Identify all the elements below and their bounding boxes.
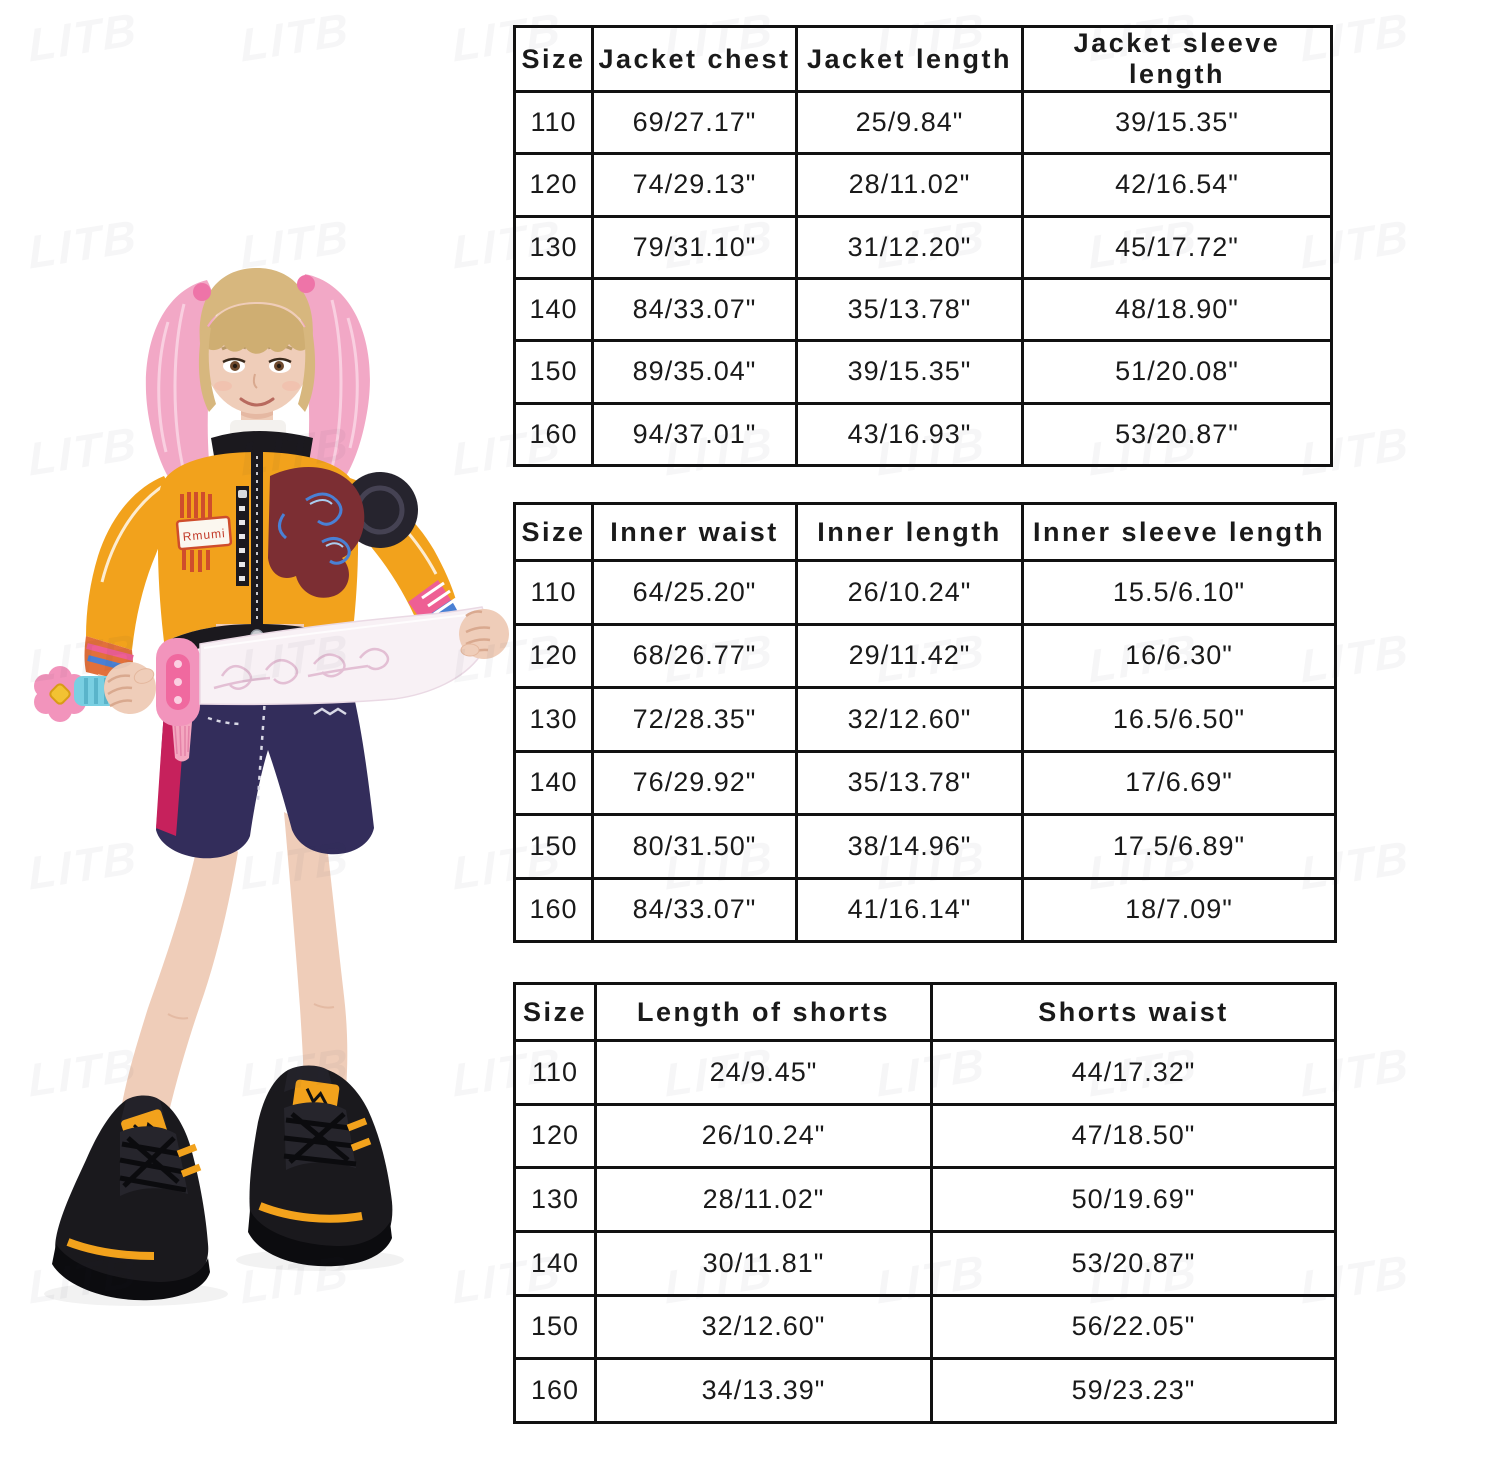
- measurement-cell: 17/6.69": [1023, 751, 1336, 815]
- size-cell: 120: [515, 1104, 596, 1168]
- measurement-cell: 32/12.60": [596, 1295, 932, 1359]
- measurement-cell: 72/28.35": [593, 688, 797, 752]
- column-header: Inner sleeve length: [1023, 504, 1336, 561]
- table-row: [515, 878, 1336, 942]
- measurement-cell: 51/20.08": [1023, 341, 1332, 403]
- left-sneaker: [52, 1096, 210, 1301]
- measurement-cell: 25/9.84": [797, 92, 1023, 154]
- size-cell: 130: [515, 216, 593, 278]
- column-header: Jacket length: [797, 27, 1023, 92]
- measurement-cell: 29/11.42": [797, 624, 1023, 688]
- measurement-cell: 50/19.69": [932, 1168, 1336, 1232]
- model-photo: [8, 252, 518, 1312]
- measurement-cell: 68/26.77": [593, 624, 797, 688]
- size-cell: 120: [515, 154, 593, 216]
- size-cell: 150: [515, 1295, 596, 1359]
- watermark-text: [239, 1450, 351, 1463]
- measurement-cell: 41/16.14": [797, 878, 1023, 942]
- column-header: Jacket chest: [593, 27, 797, 92]
- table-row: [515, 1168, 1336, 1232]
- column-header: Size: [515, 984, 596, 1041]
- size-cell: 140: [515, 1231, 596, 1295]
- measurement-cell: 26/10.24": [596, 1104, 932, 1168]
- watermark-text: [27, 1450, 139, 1463]
- table-row: [515, 341, 1332, 403]
- measurement-cell: 43/16.93": [797, 403, 1023, 465]
- column-header: Jacket sleeve length: [1023, 27, 1332, 92]
- jacket-table-body: [515, 92, 1332, 466]
- measurement-cell: 48/18.90": [1023, 278, 1332, 340]
- shorts-table-header: [515, 984, 1336, 1041]
- sneakers: [44, 1066, 404, 1307]
- watermark-text: [663, 1450, 775, 1463]
- column-header: Length of shorts: [596, 984, 932, 1041]
- table-row: [515, 688, 1336, 752]
- measurement-cell: 56/22.05": [932, 1295, 1336, 1359]
- measurement-cell: 76/29.92": [593, 751, 797, 815]
- jacket-size-table: [513, 25, 1333, 467]
- measurement-cell: 84/33.07": [593, 278, 797, 340]
- measurement-cell: 89/35.04": [593, 341, 797, 403]
- size-cell: 140: [515, 278, 593, 340]
- size-cell: 130: [515, 688, 593, 752]
- measurement-cell: 74/29.13": [593, 154, 797, 216]
- measurement-cell: 59/23.23": [932, 1359, 1336, 1423]
- measurement-cell: 32/12.60": [797, 688, 1023, 752]
- measurement-cell: 47/18.50": [932, 1104, 1336, 1168]
- table-row: [515, 216, 1332, 278]
- right-sneaker: [248, 1066, 392, 1267]
- patch-label: Rmumi: [182, 526, 227, 544]
- measurement-cell: 45/17.72": [1023, 216, 1332, 278]
- table-row: [515, 403, 1332, 465]
- measurement-cell: 26/10.24": [797, 561, 1023, 625]
- table-row: [515, 561, 1336, 625]
- table-row: [515, 815, 1336, 879]
- column-header: Size: [515, 504, 593, 561]
- column-header: Shorts waist: [932, 984, 1336, 1041]
- measurement-cell: 30/11.81": [596, 1231, 932, 1295]
- inner-table-body: [515, 561, 1336, 942]
- column-header: Inner waist: [593, 504, 797, 561]
- measurement-cell: 18/7.09": [1023, 878, 1336, 942]
- jacket-table-header: [515, 27, 1332, 92]
- jacket-zipper: [251, 452, 263, 658]
- measurement-cell: 94/37.01": [593, 403, 797, 465]
- watermark-text: [27, 1, 139, 72]
- table-row: [515, 1041, 1336, 1105]
- table-row: [515, 1359, 1336, 1423]
- measurement-cell: 15.5/6.10": [1023, 561, 1336, 625]
- measurement-cell: 16/6.30": [1023, 624, 1336, 688]
- table-row: [515, 751, 1336, 815]
- size-cell: 120: [515, 624, 593, 688]
- size-cell: 160: [515, 1359, 596, 1423]
- size-cell: 150: [515, 815, 593, 879]
- measurement-cell: 39/15.35": [797, 341, 1023, 403]
- table-row: [515, 278, 1332, 340]
- size-cell: 110: [515, 561, 593, 625]
- shorts-table-body: [515, 1041, 1336, 1423]
- measurement-cell: 17.5/6.89": [1023, 815, 1336, 879]
- measurement-cell: 69/27.17": [593, 92, 797, 154]
- measurement-cell: 38/14.96": [797, 815, 1023, 879]
- measurement-cell: 34/13.39": [596, 1359, 932, 1423]
- inner-table-header: [515, 504, 1336, 561]
- column-header: Size: [515, 27, 593, 92]
- watermark-text: [875, 1450, 987, 1463]
- measurement-cell: 28/11.02": [797, 154, 1023, 216]
- watermark-text: [239, 1, 351, 72]
- measurement-cell: 42/16.54": [1023, 154, 1332, 216]
- size-cell: 110: [515, 92, 593, 154]
- inner-size-table: [513, 502, 1337, 943]
- size-cell: 150: [515, 341, 593, 403]
- watermark-text: [1087, 1450, 1199, 1463]
- shorts-size-table: [513, 982, 1337, 1424]
- table-row: [515, 1295, 1336, 1359]
- name-patch: [177, 517, 231, 549]
- size-cell: 160: [515, 878, 593, 942]
- measurement-cell: 24/9.45": [596, 1041, 932, 1105]
- hair-tie-left: [193, 283, 211, 301]
- measurement-cell: 31/12.20": [797, 216, 1023, 278]
- measurement-cell: 44/17.32": [932, 1041, 1336, 1105]
- measurement-cell: 35/13.78": [797, 751, 1023, 815]
- measurement-cell: 64/25.20": [593, 561, 797, 625]
- measurement-cell: 84/33.07": [593, 878, 797, 942]
- table-row: [515, 1231, 1336, 1295]
- table-row: [515, 1104, 1336, 1168]
- measurement-cell: 28/11.02": [596, 1168, 932, 1232]
- measurement-cell: 16.5/6.50": [1023, 688, 1336, 752]
- measurement-cell: 53/20.87": [1023, 403, 1332, 465]
- measurement-cell: 53/20.87": [932, 1231, 1336, 1295]
- table-row: [515, 624, 1336, 688]
- watermark-text: [1299, 1450, 1411, 1463]
- table-row: [515, 92, 1332, 154]
- watermark-text: [451, 1450, 563, 1463]
- hair-tie-right: [297, 275, 315, 293]
- table-row: [515, 154, 1332, 216]
- measurement-cell: 80/31.50": [593, 815, 797, 879]
- measurement-cell: 35/13.78": [797, 278, 1023, 340]
- measurement-cell: 39/15.35": [1023, 92, 1332, 154]
- size-cell: 130: [515, 1168, 596, 1232]
- size-cell: 140: [515, 751, 593, 815]
- costume-girl-illustration: [8, 252, 518, 1312]
- measurement-cell: 79/31.10": [593, 216, 797, 278]
- size-cell: 110: [515, 1041, 596, 1105]
- column-header: Inner length: [797, 504, 1023, 561]
- size-cell: 160: [515, 403, 593, 465]
